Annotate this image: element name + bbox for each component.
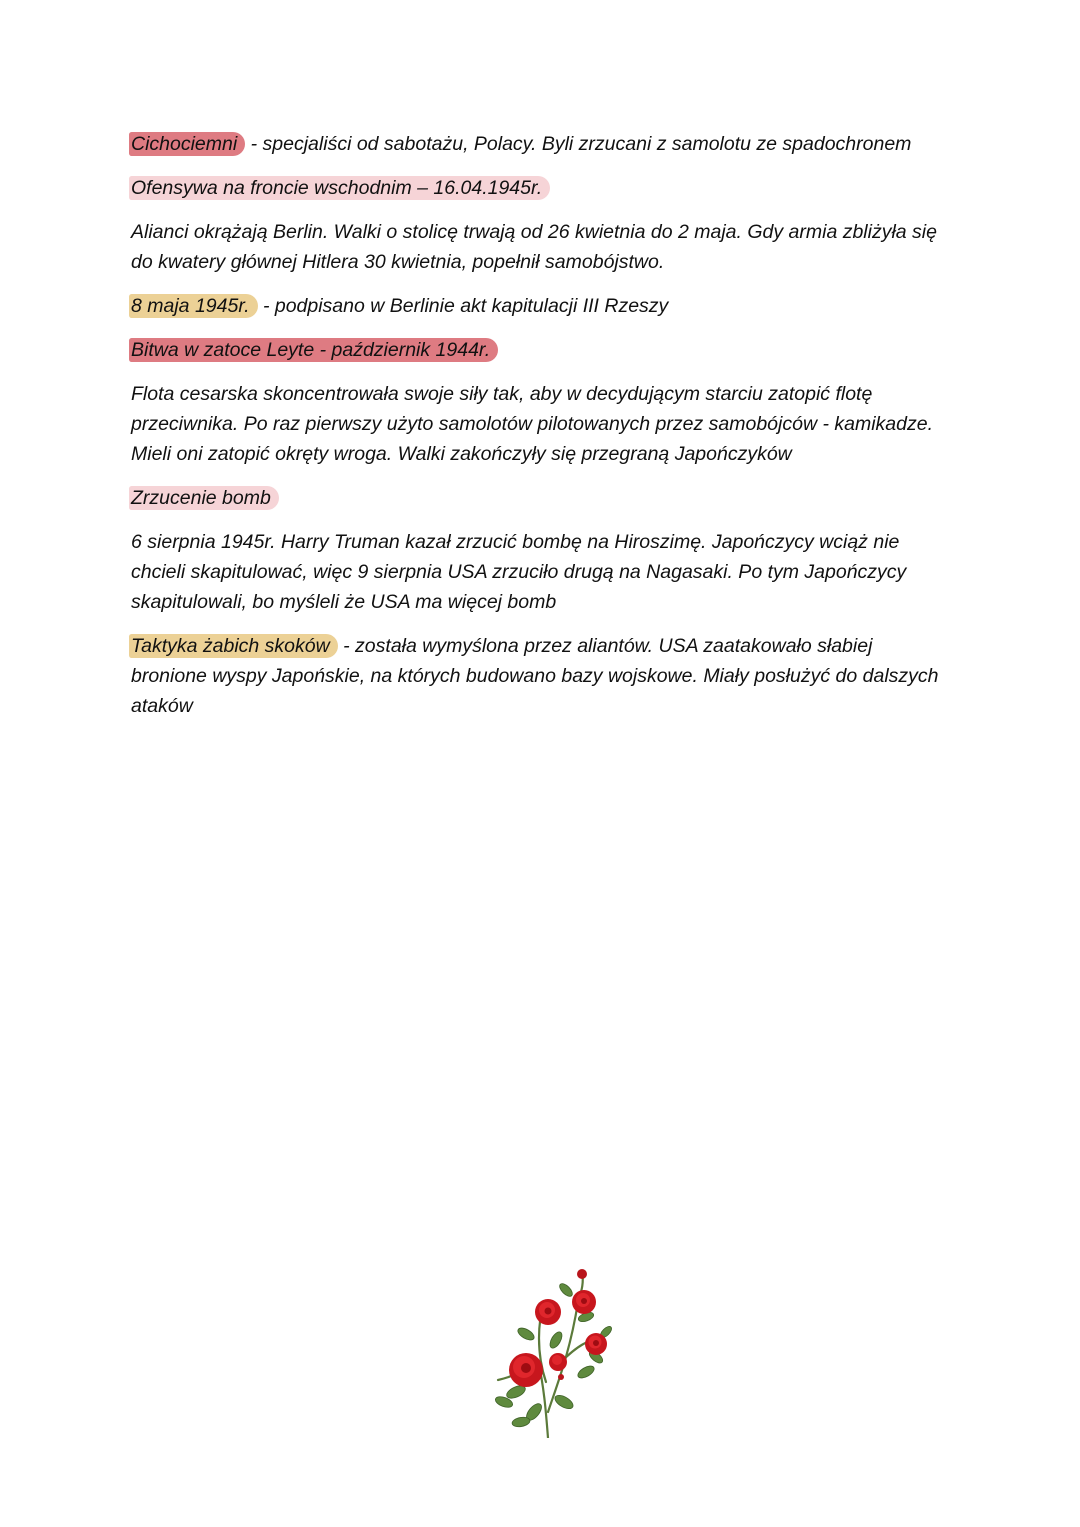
note-hiroszima [131,527,951,617]
term-highlight: 8 maja 1945r. [129,294,258,318]
note-text: Flota cesarska skoncentrowała swoje siły tak, aby w decydującym starciu zatopić flotę przeciwnika. Po raz pierwszy użyto samolotów pilotowanych przez samobójców - kamikadze. Mieli oni zatopić okręty wroga. Walki zakończyły się przegraną Japończyków [131,383,933,465]
notes-body [131,129,951,735]
note-cichociemni [131,129,951,159]
term-highlight: Taktyka żabich skoków [129,634,338,658]
note-kapitulacja [131,291,951,321]
term-highlight: Cichociemni [129,132,245,156]
note-zabie-skoki [131,631,951,721]
note-flota [131,379,951,469]
term-highlight: Ofensywa na froncie wschodnim – 16.04.1945r. [129,176,550,200]
red-rose-bouquet-icon [486,1262,622,1438]
term-highlight: Bitwa w zatoce Leyte - październik 1944r. [129,338,498,362]
term-highlight: Zrzucenie bomb [129,486,279,510]
note-berlin [131,217,951,277]
note-leyte [131,335,951,365]
note-text: - specjaliści od sabotażu, Polacy. Byli zrzucani z samolotu ze spadochronem [250,133,912,155]
note-text: Alianci okrążają Berlin. Walki o stolicę trwają od 26 kwietnia do 2 maja. Gdy armia zbliżyła się do kwatery głównej Hitlera 30 kwietnia, popełnił samobójstwo. [131,221,937,273]
note-text: - podpisano w Berlinie akt kapitulacji III Rzeszy [262,295,669,317]
note-text: 6 sierpnia 1945r. Harry Truman kazał zrzucić bombę na Hiroszimę. Japończycy wciąż nie chcieli skapitulować, więc 9 sierpnia USA zrzuciło drugą na Nagasaki. Po tym Japończycy skapitulowali, bo myśleli że USA ma więcej bomb [131,531,907,613]
note-text: - została wymyślona przez aliantów. USA zaatakowało słabiej bronione wyspy Japońskie, na których budowano bazy wojskowe. Miały posłużyć do dalszych ataków [131,635,939,717]
note-ofensywa [131,173,951,203]
note-bomby [131,483,951,513]
